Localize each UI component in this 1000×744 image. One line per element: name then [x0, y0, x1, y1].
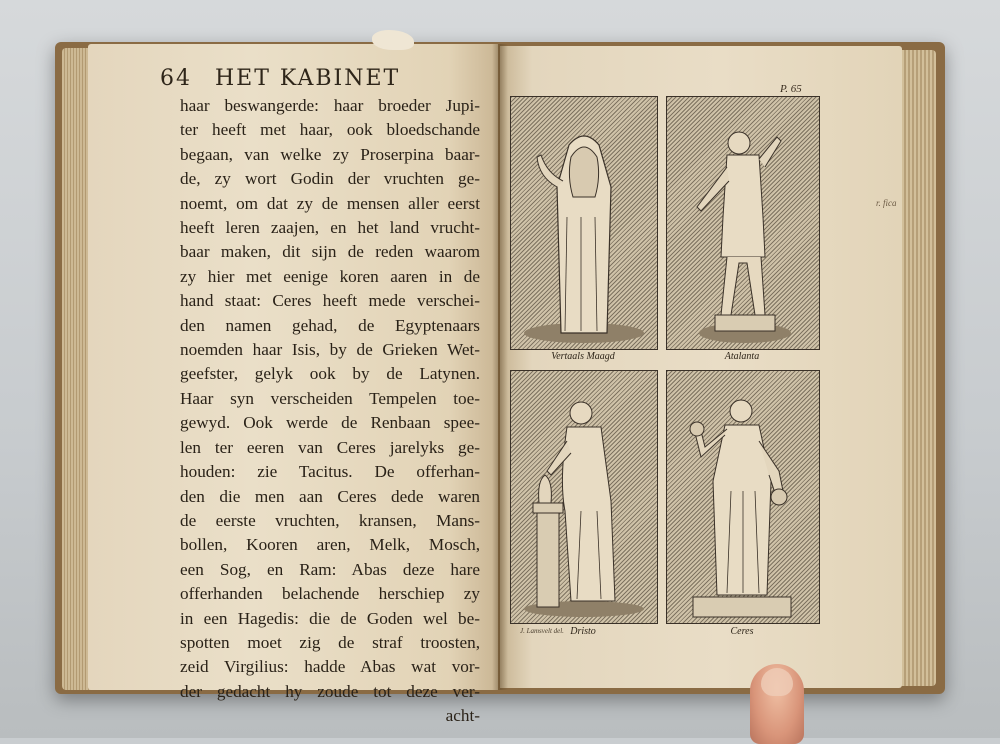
text-line: spotten moet zig de straf troosten,	[180, 632, 480, 652]
page-edges-right	[900, 50, 936, 686]
vestal-maiden-figure	[511, 97, 657, 349]
text-line: noemden haar Isis, by de Grieken Wet-	[180, 340, 480, 360]
text-line: acht-	[445, 706, 480, 726]
body-text	[180, 94, 480, 729]
page-header	[160, 66, 490, 91]
plate-reference: P. 65	[780, 83, 802, 95]
caption-atalanta: Atalanta	[724, 351, 760, 362]
dristo-figure	[511, 371, 657, 623]
engraving-dristo	[510, 370, 658, 624]
text-line: een Sog, en Ram: Abas deze hare	[180, 559, 480, 579]
engraving-ceres	[666, 370, 820, 624]
text-line: len ter eeren van Ceres jarelyks ge-	[180, 437, 480, 457]
book-gutter	[492, 44, 508, 690]
text-line: begaan, van welke zy Proserpina baar-	[180, 144, 480, 164]
engraving-atalanta	[666, 96, 820, 350]
caption-dristo: Dristo	[570, 626, 596, 637]
text-line: den die men aan Ceres dede waren	[180, 486, 480, 506]
text-line: houden: zie Tacitus. De offerhan-	[180, 462, 480, 482]
text-line: Haar syn verscheiden Tempelen toe-	[180, 388, 480, 408]
page-number: 64	[160, 66, 192, 91]
running-head: HET KABINET	[215, 66, 401, 91]
text-line: gewyd. Ook werde de Renbaan spee-	[180, 413, 480, 433]
text-line: de, zy wort Godin der vruchten ge-	[180, 169, 480, 189]
engraving-vestal-maiden	[510, 96, 658, 350]
text-line: hand staat: Ceres heeft mede verschei-	[180, 291, 480, 311]
ceres-figure	[667, 371, 819, 623]
text-line: noemt, om dat zy de mensen aller eerst	[180, 193, 480, 213]
text-line: offerhanden belachende herschiep zy	[180, 584, 480, 604]
text-line: der gedacht hy zoude tot deze ver-	[180, 681, 480, 701]
text-line: in een Hagedis: die de Goden wel be-	[180, 608, 480, 628]
text-line: bollen, Kooren aren, Melk, Mosch,	[180, 535, 480, 555]
margin-note: r. fica	[876, 198, 897, 208]
caption-vestal-maiden: Vertaals Maagd	[551, 351, 615, 362]
text-line: geefster, gelyk ook by de Latynen.	[180, 364, 480, 384]
text-line: zy hier met eenige koren aaren in de	[180, 266, 480, 286]
engraver-signature: J. Lamsvelt del.	[520, 627, 564, 635]
text-line: heeft leren zaajen, en het land vrucht-	[180, 218, 480, 238]
text-line: de eerste vruchten, kransen, Mans-	[180, 510, 480, 530]
text-line: ter heeft met haar, ook bloedschande	[180, 120, 480, 140]
text-line: zeid Virgilius: hadde Abas wat vor-	[180, 657, 480, 677]
text-line: baar maken, dit sijn de reden waarom	[180, 242, 480, 262]
atalanta-figure	[667, 97, 819, 349]
caption-ceres: Ceres	[730, 626, 754, 637]
text-line: den namen gehad, de Egyptenaars	[180, 315, 480, 335]
thumbnail	[761, 668, 793, 696]
text-line: haar beswangerde: haar broeder Jupi-	[180, 96, 480, 115]
